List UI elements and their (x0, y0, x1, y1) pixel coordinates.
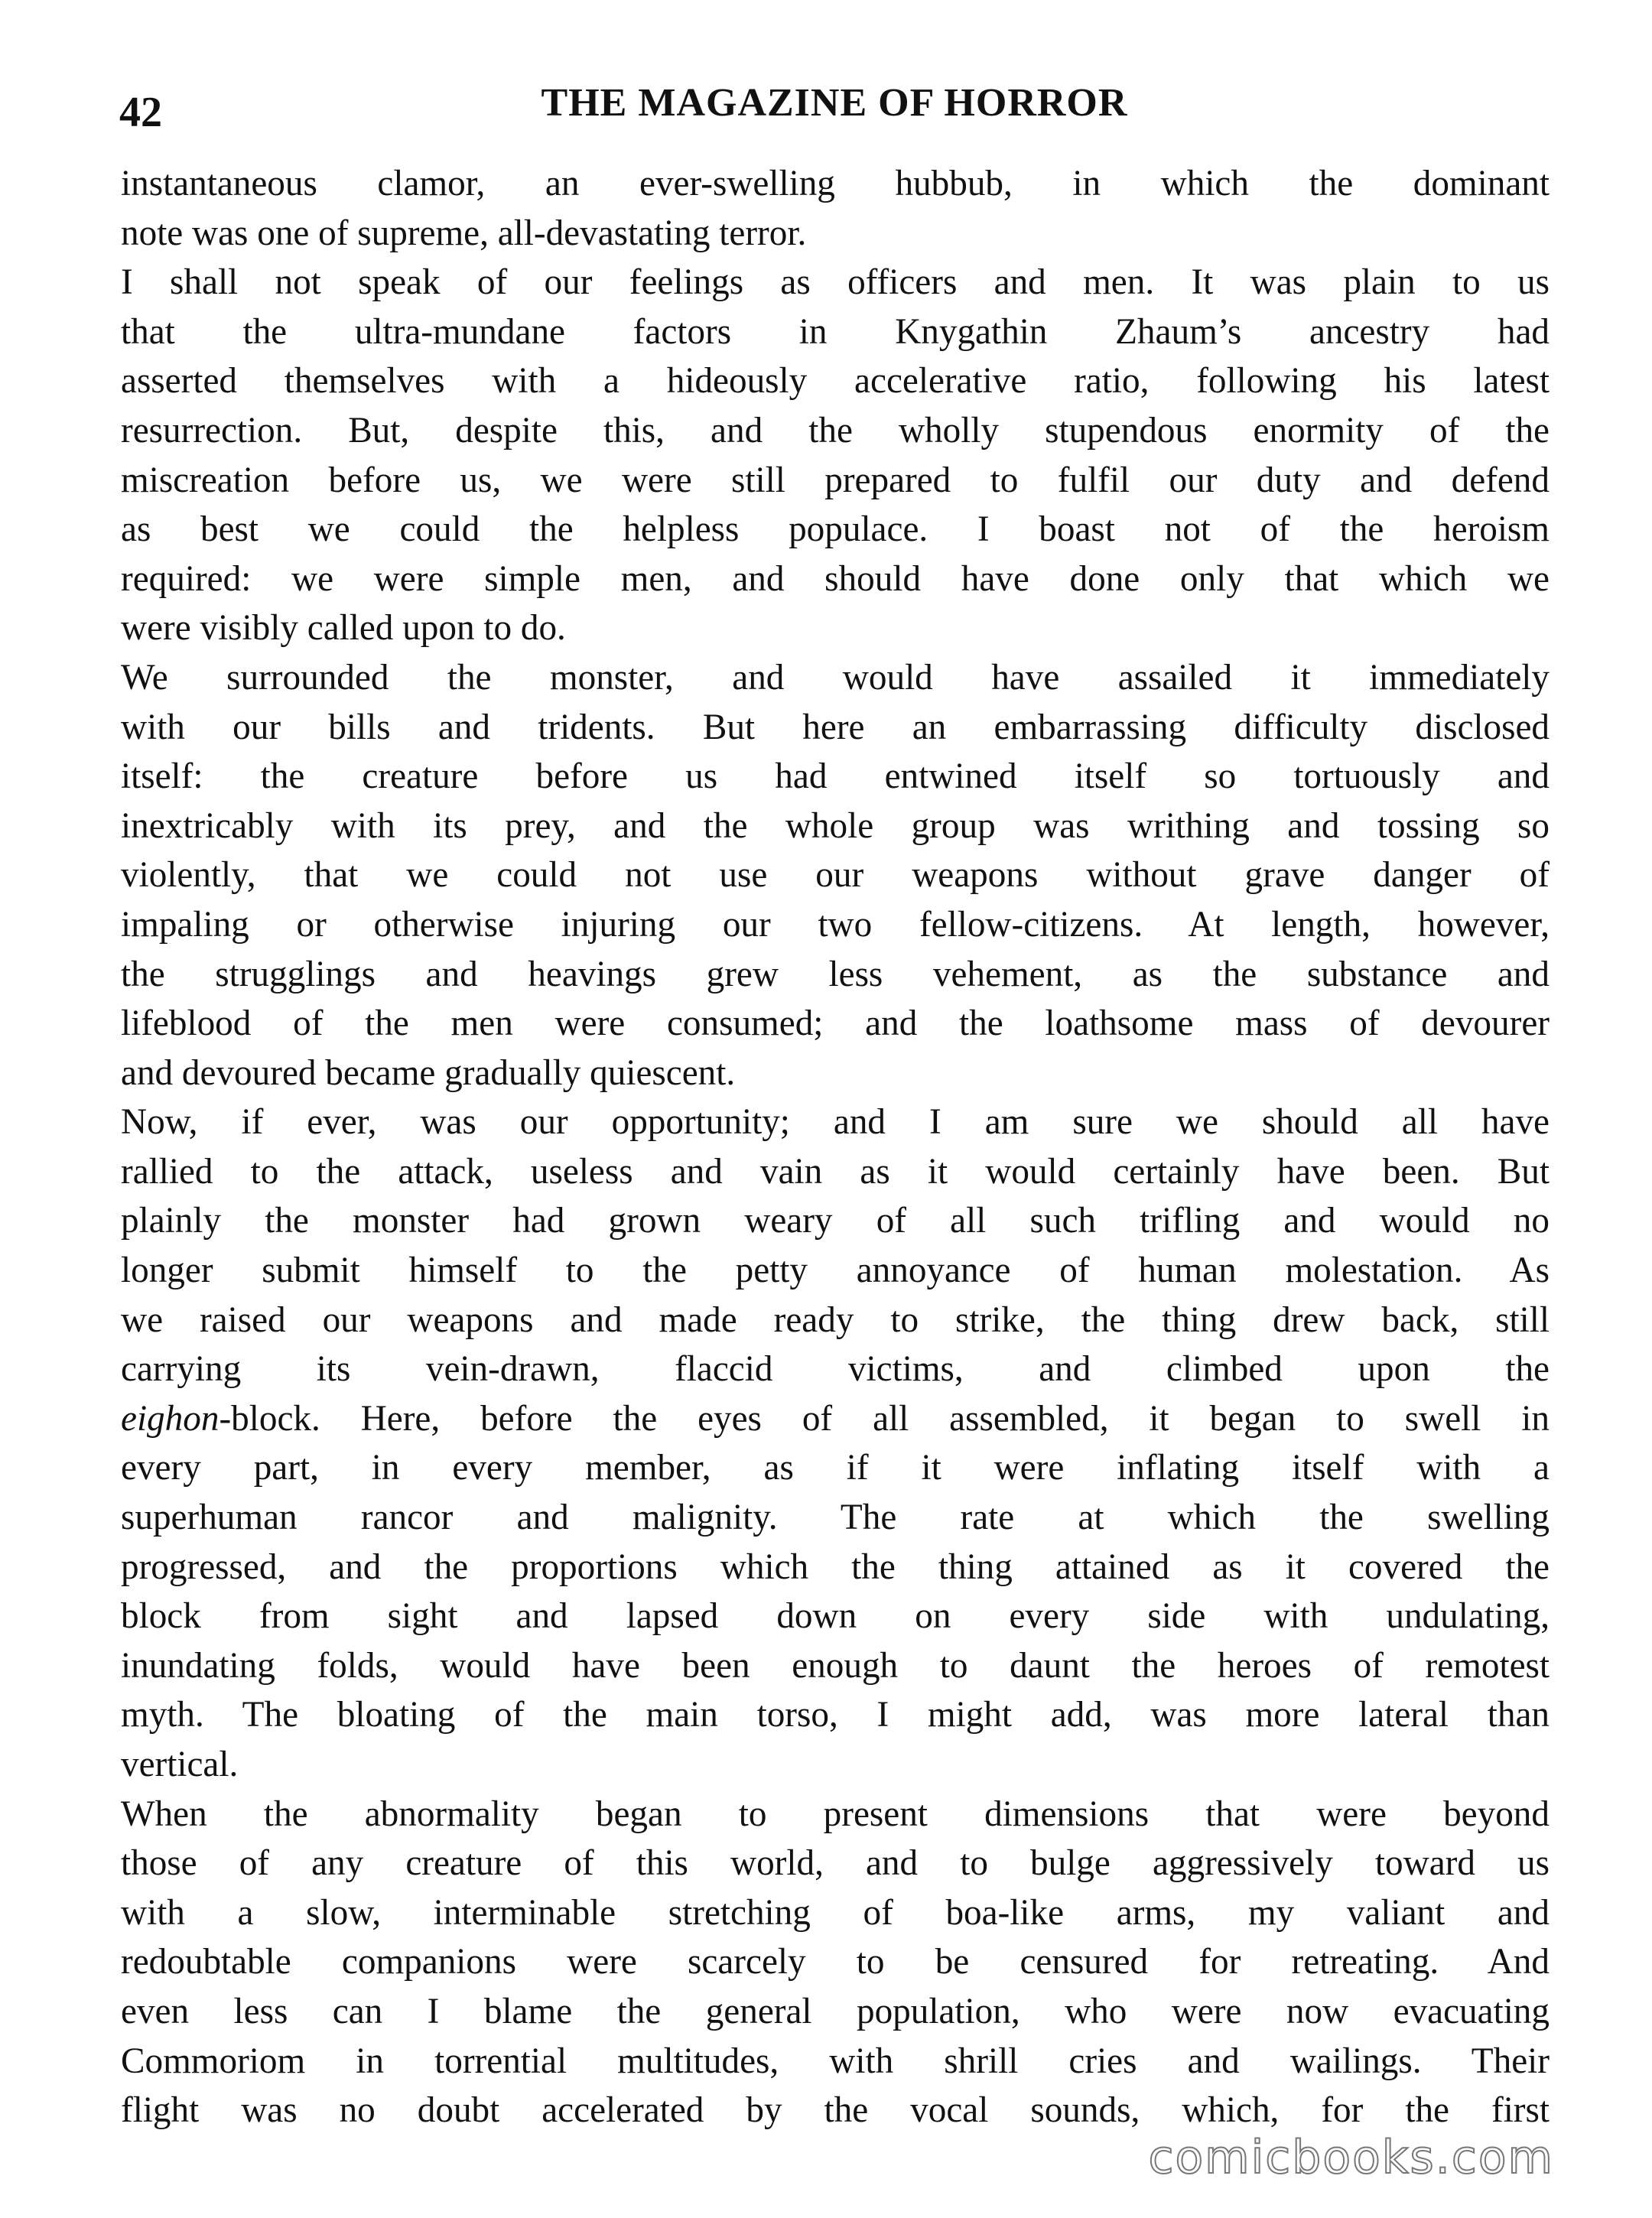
text-line: instantaneous clamor, an ever-swelling hubbub, in which the dominant (121, 164, 1550, 203)
text-line: every part, in every member, as if it were inflating itself with a (121, 1448, 1550, 1488)
text-line: inundating folds, would have been enough to daunt the heroes of remotest (121, 1645, 1550, 1686)
text-line: progressed, and the proportions which the thing attained as it covered the (121, 1546, 1550, 1587)
text-line: asserted themselves with a hideously accelerative ratio, following his latest (121, 361, 1550, 402)
text-line: as best we could the helpless populace. I boast not of the heroism (121, 509, 1550, 550)
text-line: resurrection. But, despite this, and the wholly stupendous enormity of the (121, 410, 1550, 450)
paragraph (121, 1098, 1550, 1789)
text-line: we raised our weapons and made ready to strike, the thing drew back, still (121, 1299, 1550, 1340)
text-line: were visibly called upon to do. (121, 608, 566, 649)
text-line: eighon-block. Here, before the eyes of all assembled, it began to swell in (121, 1398, 1550, 1439)
text-line: Now, if ever, was our opportunity; and I am sure we should all have (121, 1102, 1550, 1143)
text-line: I shall not speak of our feelings as officers and men. It was plain to us (121, 262, 1550, 303)
text-line: rallied to the attack, useless and vain as it would certainly have been. But (121, 1151, 1550, 1192)
paragraph (121, 653, 1550, 1098)
text-line: impaling or otherwise injuring our two fellow-citizens. At length, however, (121, 904, 1550, 945)
page-number: 42 (119, 89, 162, 136)
text-line: We surrounded the monster, and would have assailed it immediately (121, 657, 1550, 698)
text-line: myth. The bloating of the main torso, I might add, was more lateral than (121, 1695, 1550, 1735)
text-line: lifeblood of the men were consumed; and the loathsome mass of devourer (121, 1003, 1550, 1044)
text-line: those of any creature of this world, and to bulge aggressively toward us (121, 1843, 1550, 1884)
text-line: note was one of supreme, all-devastating terror. (121, 213, 807, 253)
text-line: vertical. (121, 1745, 239, 1784)
text-line: and devoured became gradually quiescent. (121, 1052, 736, 1093)
text-line: carrying its vein-drawn, flaccid victims, and climbed upon the (121, 1349, 1550, 1390)
story-text (121, 159, 1550, 2135)
text-line: redoubtable companions were scarcely to be censured for retreating. And (121, 1942, 1550, 1982)
text-line: with our bills and tridents. But here an embarrassing difficulty disclosed (121, 707, 1550, 747)
text-line: even less can I blame the general population, who were now evacuating (121, 1991, 1550, 2031)
text-line: that the ultra-mundane factors in Knygathin Zhaum’s ancestry had (121, 311, 1550, 352)
text-line: plainly the monster had grown weary of all such trifling and would no (121, 1201, 1550, 1241)
text-line: required: we were simple men, and should have done only that which we (121, 558, 1550, 599)
watermark: comicbooks.com (1148, 2131, 1554, 2184)
text-line: miscreation before us, we were still prepared to fulfil our duty and defend (121, 460, 1550, 500)
text-line: When the abnormality began to present dimensions that were beyond (121, 1794, 1550, 1834)
text-line: inextricably with its prey, and the whole group was writhing and tossing so (121, 805, 1550, 846)
paragraph (121, 1790, 1550, 2135)
text-line: with a slow, interminable stretching of boa-like arms, my valiant and (121, 1892, 1550, 1933)
text-line: longer submit himself to the petty annoyance of human molestation. As (121, 1250, 1550, 1291)
paragraph (121, 258, 1550, 653)
text-line: Commoriom in torrential multitudes, with shrill cries and wailings. Their (121, 2041, 1550, 2081)
paragraph (121, 159, 1550, 258)
text-line: block from sight and lapsed down on every side with undulating, (121, 1596, 1550, 1637)
text-line: itself: the creature before us had entwined itself so tortuously and (121, 756, 1550, 797)
running-title: THE MAGAZINE OF HORROR (541, 81, 1128, 125)
text-line: the strugglings and heavings grew less vehement, as the substance and (121, 954, 1550, 994)
text-line: flight was no doubt accelerated by the vocal sounds, which, for the first (121, 2090, 1550, 2131)
page-header (119, 76, 1550, 153)
text-line: superhuman rancor and malignity. The rate at which the swelling (121, 1498, 1550, 1538)
text-line: violently, that we could not use our weapons without grave danger of (121, 855, 1550, 896)
